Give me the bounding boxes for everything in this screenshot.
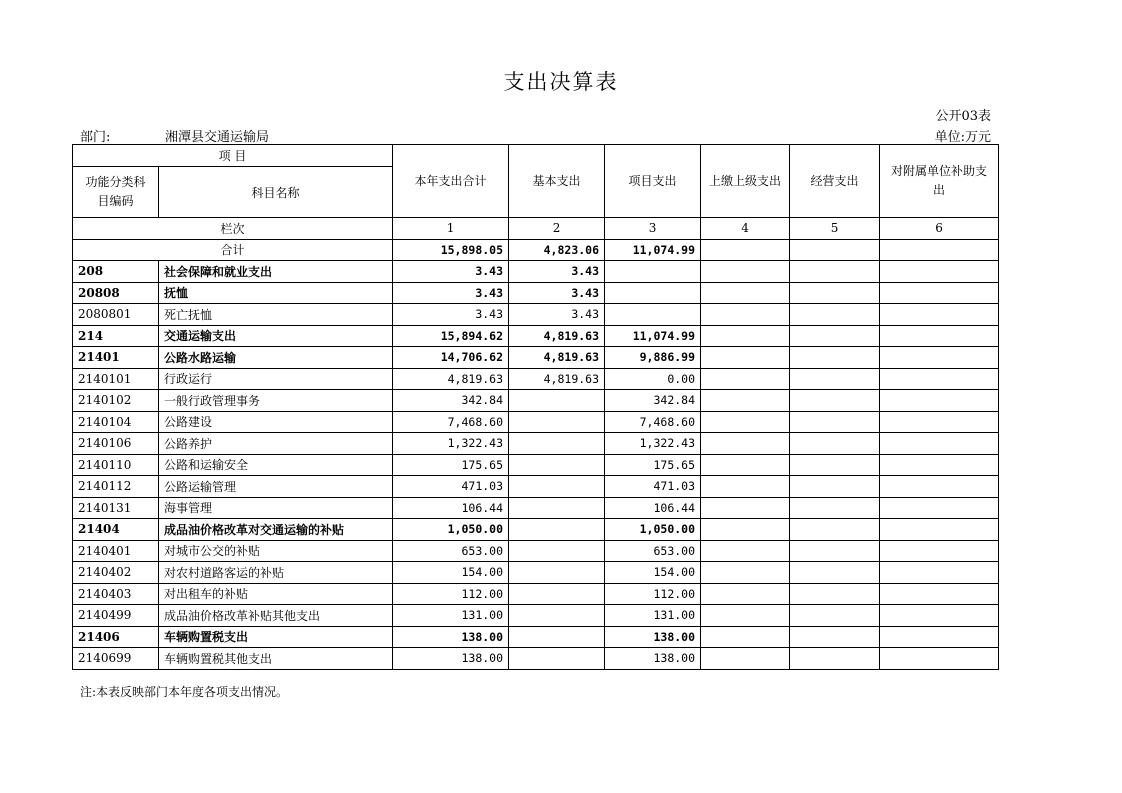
row-subsidy [880,605,999,627]
row-project: 1,322.43 [605,433,701,455]
header-total: 本年支出合计 [393,145,509,218]
column-number-label: 栏次 [73,218,393,240]
row-operating [790,540,880,562]
column-number: 4 [701,218,790,240]
table-row [73,605,999,627]
row-name: 车辆购置税支出 [159,626,393,648]
row-operating [790,304,880,326]
table-row [73,540,999,562]
row-project: 138.00 [605,648,701,670]
table-row [73,583,999,605]
row-total: 15,894.62 [393,325,509,347]
row-code: 21406 [73,626,159,648]
row-total: 3.43 [393,261,509,283]
row-name: 对城市公交的补贴 [159,540,393,562]
unit-label: 单位:万元 [934,130,991,145]
row-name: 公路运输管理 [159,476,393,498]
table-row [73,347,999,369]
row-operating [790,605,880,627]
row-upper [701,411,790,433]
header-upper: 上缴上级支出 [701,145,790,218]
row-code: 2140131 [73,497,159,519]
row-project: 131.00 [605,605,701,627]
department-label: 部门: [80,130,111,145]
row-basic [509,497,605,519]
row-code: 208 [73,261,159,283]
table-row [73,454,999,476]
form-number: 公开03表 [935,109,991,124]
row-project: 11,074.99 [605,325,701,347]
row-project: 471.03 [605,476,701,498]
row-operating [790,648,880,670]
row-upper [701,540,790,562]
row-subsidy [880,583,999,605]
row-upper [701,368,790,390]
row-upper [701,390,790,412]
table-row [73,411,999,433]
row-project: 154.00 [605,562,701,584]
row-basic: 3.43 [509,261,605,283]
row-operating [790,282,880,304]
row-total: 175.65 [393,454,509,476]
row-project [605,304,701,326]
row-project: 9,886.99 [605,347,701,369]
row-upper [701,562,790,584]
row-basic: 3.43 [509,304,605,326]
table-row [73,519,999,541]
row-code: 2140699 [73,648,159,670]
row-subsidy [880,261,999,283]
row-subsidy [880,325,999,347]
row-basic: 4,819.63 [509,347,605,369]
row-subsidy [880,304,999,326]
row-code: 2140112 [73,476,159,498]
row-basic [509,626,605,648]
row-upper [701,282,790,304]
total-amount: 15,898.05 [393,239,509,261]
row-project: 653.00 [605,540,701,562]
table-row [73,390,999,412]
total-operating [790,239,880,261]
row-subsidy [880,282,999,304]
row-code: 2140401 [73,540,159,562]
row-code: 214 [73,325,159,347]
row-code: 2140102 [73,390,159,412]
row-name: 成品油价格改革补贴其他支出 [159,605,393,627]
row-total: 1,322.43 [393,433,509,455]
total-basic: 4,823.06 [509,239,605,261]
row-name: 交通运输支出 [159,325,393,347]
row-total: 154.00 [393,562,509,584]
row-total: 138.00 [393,626,509,648]
row-operating [790,562,880,584]
row-subsidy [880,476,999,498]
table-row [73,261,999,283]
row-upper [701,519,790,541]
row-subsidy [880,347,999,369]
row-operating [790,261,880,283]
row-upper [701,325,790,347]
row-basic [509,454,605,476]
row-name: 抚恤 [159,282,393,304]
row-name: 公路水路运输 [159,347,393,369]
row-name: 对农村道路客运的补贴 [159,562,393,584]
row-subsidy [880,562,999,584]
row-project: 0.00 [605,368,701,390]
table-row [73,562,999,584]
row-upper [701,347,790,369]
total-label: 合计 [73,239,393,261]
row-subsidy [880,497,999,519]
table-row [73,325,999,347]
row-code: 2140106 [73,433,159,455]
row-total: 131.00 [393,605,509,627]
row-basic: 4,819.63 [509,368,605,390]
row-code: 2140499 [73,605,159,627]
column-number: 2 [509,218,605,240]
row-operating [790,390,880,412]
row-name: 公路建设 [159,411,393,433]
row-upper [701,648,790,670]
table-row [73,282,999,304]
row-upper [701,605,790,627]
row-code: 20808 [73,282,159,304]
row-operating [790,583,880,605]
row-total: 112.00 [393,583,509,605]
row-total: 3.43 [393,282,509,304]
row-total: 4,819.63 [393,368,509,390]
row-project: 175.65 [605,454,701,476]
row-operating [790,368,880,390]
row-project: 112.00 [605,583,701,605]
row-upper [701,476,790,498]
row-basic [509,433,605,455]
row-project: 342.84 [605,390,701,412]
row-name: 一般行政管理事务 [159,390,393,412]
row-basic [509,540,605,562]
row-name: 公路养护 [159,433,393,455]
row-operating [790,411,880,433]
column-number: 3 [605,218,701,240]
total-subsidy [880,239,999,261]
row-upper [701,261,790,283]
table-row [73,368,999,390]
total-upper [701,239,790,261]
row-basic [509,411,605,433]
header-basic: 基本支出 [509,145,605,218]
row-total: 1,050.00 [393,519,509,541]
row-basic [509,476,605,498]
header-subsidy: 对附属单位补助支出 [880,145,999,218]
row-code: 2140110 [73,454,159,476]
row-operating [790,433,880,455]
row-subsidy [880,454,999,476]
row-total: 653.00 [393,540,509,562]
row-upper [701,304,790,326]
row-upper [701,583,790,605]
row-code: 21401 [73,347,159,369]
row-project: 7,468.60 [605,411,701,433]
row-name: 海事管理 [159,497,393,519]
row-total: 471.03 [393,476,509,498]
row-subsidy [880,390,999,412]
row-total: 106.44 [393,497,509,519]
column-number: 1 [393,218,509,240]
row-operating [790,519,880,541]
header-code: 功能分类科目编码 [73,167,159,218]
row-subsidy [880,626,999,648]
table-row [73,476,999,498]
row-subsidy [880,519,999,541]
row-operating [790,454,880,476]
row-name: 公路和运输安全 [159,454,393,476]
row-code: 21404 [73,519,159,541]
row-subsidy [880,368,999,390]
row-operating [790,347,880,369]
row-project [605,261,701,283]
column-number-row [73,218,999,240]
header-name: 科目名称 [159,167,393,218]
row-total: 3.43 [393,304,509,326]
row-basic [509,648,605,670]
row-basic [509,583,605,605]
row-total: 14,706.62 [393,347,509,369]
row-code: 2140403 [73,583,159,605]
row-project [605,282,701,304]
row-code: 2080801 [73,304,159,326]
row-name: 行政运行 [159,368,393,390]
row-basic: 3.43 [509,282,605,304]
row-total: 342.84 [393,390,509,412]
header-operating: 经营支出 [790,145,880,218]
expenditure-table [72,144,999,670]
row-project: 106.44 [605,497,701,519]
table-row [73,497,999,519]
row-operating [790,497,880,519]
page-title: 支出决算表 [503,70,619,94]
department-name: 湘潭县交通运输局 [165,130,270,145]
row-basic [509,562,605,584]
row-project: 1,050.00 [605,519,701,541]
row-code: 2140101 [73,368,159,390]
row-project: 138.00 [605,626,701,648]
table-row [73,304,999,326]
row-basic [509,390,605,412]
header-row-1 [73,145,999,167]
row-basic [509,605,605,627]
row-basic [509,519,605,541]
row-total: 7,468.60 [393,411,509,433]
row-upper [701,626,790,648]
header-project: 项 目 [73,145,393,167]
row-name: 对出租车的补贴 [159,583,393,605]
total-row [73,239,999,261]
table-row [73,433,999,455]
column-number: 6 [880,218,999,240]
row-operating [790,325,880,347]
row-subsidy [880,433,999,455]
row-total: 138.00 [393,648,509,670]
row-name: 死亡抚恤 [159,304,393,326]
row-operating [790,626,880,648]
table-row [73,626,999,648]
table-row [73,648,999,670]
row-name: 成品油价格改革对交通运输的补贴 [159,519,393,541]
row-subsidy [880,540,999,562]
row-subsidy [880,411,999,433]
row-code: 2140402 [73,562,159,584]
column-number: 5 [790,218,880,240]
row-name: 车辆购置税其他支出 [159,648,393,670]
footnote: 注:本表反映部门本年度各项支出情况。 [80,685,289,699]
row-basic: 4,819.63 [509,325,605,347]
row-subsidy [880,648,999,670]
total-project: 11,074.99 [605,239,701,261]
row-code: 2140104 [73,411,159,433]
row-upper [701,454,790,476]
row-upper [701,433,790,455]
row-upper [701,497,790,519]
row-operating [790,476,880,498]
row-name: 社会保障和就业支出 [159,261,393,283]
header-project-spend: 项目支出 [605,145,701,218]
